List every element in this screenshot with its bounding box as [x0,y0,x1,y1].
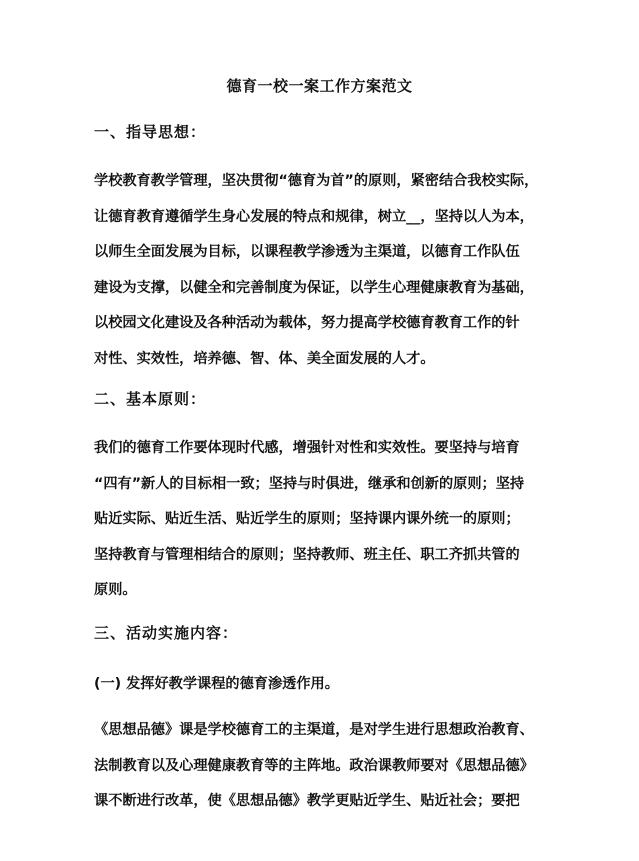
section-paragraph-guiding-ideology [94,164,564,377]
section-heading-activity-content: 三、活动实施内容： [94,624,239,642]
paragraph-line: “四有”新人的目标相一致；坚持与时俱进，继承和创新的原则；坚持 [94,475,525,492]
section-heading-basic-principles: 二、基本原则： [94,390,207,408]
paragraph-line: 法制教育以及心理健康教育等的主阵地。政治课教师要对《思想品德》 [94,757,534,774]
paragraph-line: 原则。 [94,582,137,598]
subsection-heading-curriculum: (一) 发挥好教学课程的德育渗透作用。 [94,676,339,692]
paragraph-line: 让德育教育遵循学生身心发展的特点和规律，树立__，坚持以人为本， [94,208,534,225]
section-heading-guiding-ideology: 一、指导思想： [94,123,207,141]
section-paragraph-activity-content [94,713,564,820]
paragraph-line: 以校园文化建设及各种活动为载体，努力提高学校德育教育工作的针 [94,315,520,331]
paragraph-line: 学校教育教学管理，坚决贯彻“德育为首”的原则，紧密结合我校实际， [94,173,539,189]
paragraph-line: 以师生全面发展为目标，以课程教学渗透为主渠道，以德育工作队伍 [94,244,520,260]
paragraph-line: 坚持教育与管理相结合的原则；坚持教师、班主任、职工齐抓共管的 [94,546,520,563]
section-paragraph-basic-principles [94,431,564,609]
document-title: 德育一校一案工作方案范文 [226,77,413,95]
paragraph-line: 贴近实际、贴近生活、贴近学生的原则；坚持课内课外统一的原则； [94,511,520,527]
paragraph-line: 建设为支撑，以健全和完善制度为保证，以学生心理健康教育为基础， [94,279,534,296]
paragraph-line: 《思想品德》课是学校德育工的主渠道，是对学生进行思想政治教育、 [94,722,534,738]
paragraph-line: 我们的德育工作要体现时代感，增强针对性和实效性。要坚持与培育 [94,440,520,456]
paragraph-line: 课不断进行改革，使《思想品德》教学更贴近学生、贴近社会；要把 [94,793,520,809]
paragraph-line: 对性、实效性，培养德、智、体、美全面发展的人才。 [94,350,435,367]
